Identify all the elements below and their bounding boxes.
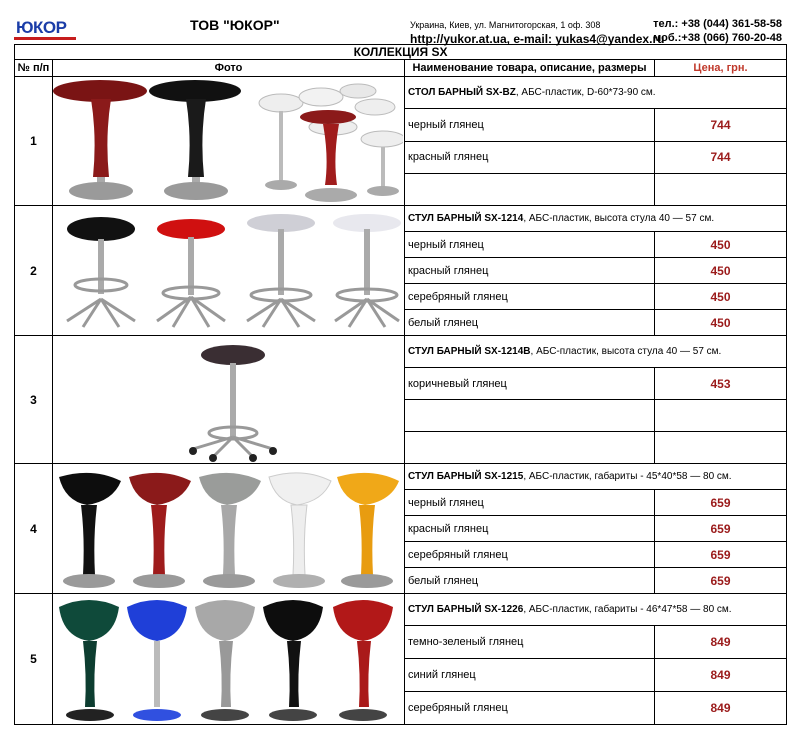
collection-title-row [15, 45, 787, 60]
row-number: 3 [15, 336, 53, 464]
variant-price: 453 [655, 368, 787, 400]
variant-price: 450 [655, 232, 787, 258]
variant-name [405, 173, 655, 205]
variant-name: красный глянец [405, 516, 655, 542]
variant-name: красный глянец [405, 141, 655, 173]
product-photo [53, 336, 405, 464]
product-specs: , АБС-пластик, габариты - 45*40*58 — 80 см. [523, 471, 732, 482]
variant-name: серебряный глянец [405, 542, 655, 568]
variant-name: синий глянец [405, 659, 655, 692]
product-description [405, 464, 787, 490]
company-web-email[interactable]: http://yukor.at.ua, e-mail: yukas4@yandex.ru [410, 32, 665, 46]
variant-price: 450 [655, 284, 787, 310]
table-row [15, 77, 787, 109]
table-row [15, 336, 787, 368]
variant-price: 659 [655, 516, 787, 542]
variant-name [405, 432, 655, 464]
product-specs: , АБС-пластик, высота стула 40 — 57 см. [530, 346, 722, 357]
variant-name: черный глянец [405, 232, 655, 258]
variant-price: 659 [655, 542, 787, 568]
stool-sx1226-illustration [53, 595, 403, 723]
product-description [405, 594, 787, 626]
table-row [15, 594, 787, 626]
variant-price [655, 173, 787, 205]
product-description [405, 336, 787, 368]
product-specs: , АБС-пластик, габариты - 46*47*58 — 80 см. [523, 604, 732, 615]
product-photo [53, 206, 405, 336]
variant-name: белый глянец [405, 568, 655, 594]
company-logo: ЮКОР [16, 18, 67, 37]
product-specs: , АБС-пластик, высота стула 40 — 57 см. [523, 213, 715, 224]
variant-price [655, 432, 787, 464]
table-header-row [15, 60, 787, 77]
variant-price: 450 [655, 310, 787, 336]
company-phone: тел.: +38 (044) 361-58-58 [653, 18, 782, 30]
table-row [15, 464, 787, 490]
variant-name: серебряный глянец [405, 284, 655, 310]
row-number: 5 [15, 594, 53, 725]
variant-name: серебряный глянец [405, 692, 655, 725]
bar-table-illustration [53, 77, 403, 205]
variant-name [405, 400, 655, 432]
stool-sx1215-illustration [53, 467, 403, 591]
variant-price: 744 [655, 141, 787, 173]
variant-price: 659 [655, 568, 787, 594]
product-description [405, 77, 787, 109]
logo-underline [14, 37, 76, 40]
product-photo [53, 77, 405, 206]
row-number: 1 [15, 77, 53, 206]
stool-sx1214-illustration [53, 209, 403, 333]
variant-price: 744 [655, 109, 787, 141]
variant-name: черный глянец [405, 109, 655, 141]
product-title: СТУЛ БАРНЫЙ SX-1214 [408, 213, 524, 224]
variant-name: красный глянец [405, 258, 655, 284]
company-name: ТОВ "ЮКОР" [190, 17, 280, 33]
company-mobile: моб.:+38 (066) 760-20-48 [653, 32, 782, 44]
col-name-header: Наименование товара, описание, размеры [405, 60, 655, 77]
variant-price: 450 [655, 258, 787, 284]
row-number: 2 [15, 206, 53, 336]
company-address: Украина, Киев, ул. Магнитогорская, 1 оф. 308 [410, 20, 601, 30]
page-header [0, 0, 800, 44]
variant-price [655, 400, 787, 432]
product-photo [53, 464, 405, 594]
variant-name: белый глянец [405, 310, 655, 336]
product-specs: , АБС-пластик, D-60*73-90 см. [515, 87, 656, 99]
row-number: 4 [15, 464, 53, 594]
variant-price: 659 [655, 490, 787, 516]
table-row [15, 206, 787, 232]
product-title: СТУЛ БАРНЫЙ SX-1226 [408, 604, 524, 615]
collection-title: КОЛЛЕКЦИЯ SX [15, 45, 787, 60]
col-photo-header: Фото [53, 60, 405, 77]
col-num-header: № п/п [15, 60, 53, 77]
variant-price: 849 [655, 692, 787, 725]
col-price-header: Цена, грн. [655, 60, 787, 77]
product-photo [53, 594, 405, 725]
variant-name: темно-зеленый глянец [405, 626, 655, 659]
variant-name: черный глянец [405, 490, 655, 516]
product-title: СТУЛ БАРНЫЙ SX-1215 [408, 471, 524, 482]
variant-price: 849 [655, 659, 787, 692]
product-title: СТОЛ БАРНЫЙ SX-BZ [408, 87, 516, 99]
price-table [14, 44, 787, 725]
variant-price: 849 [655, 626, 787, 659]
product-title: СТУЛ БАРНЫЙ SX-1214B [408, 346, 531, 357]
stool-sx1214b-illustration [53, 337, 403, 463]
variant-name: коричневый глянец [405, 368, 655, 400]
product-description [405, 206, 787, 232]
